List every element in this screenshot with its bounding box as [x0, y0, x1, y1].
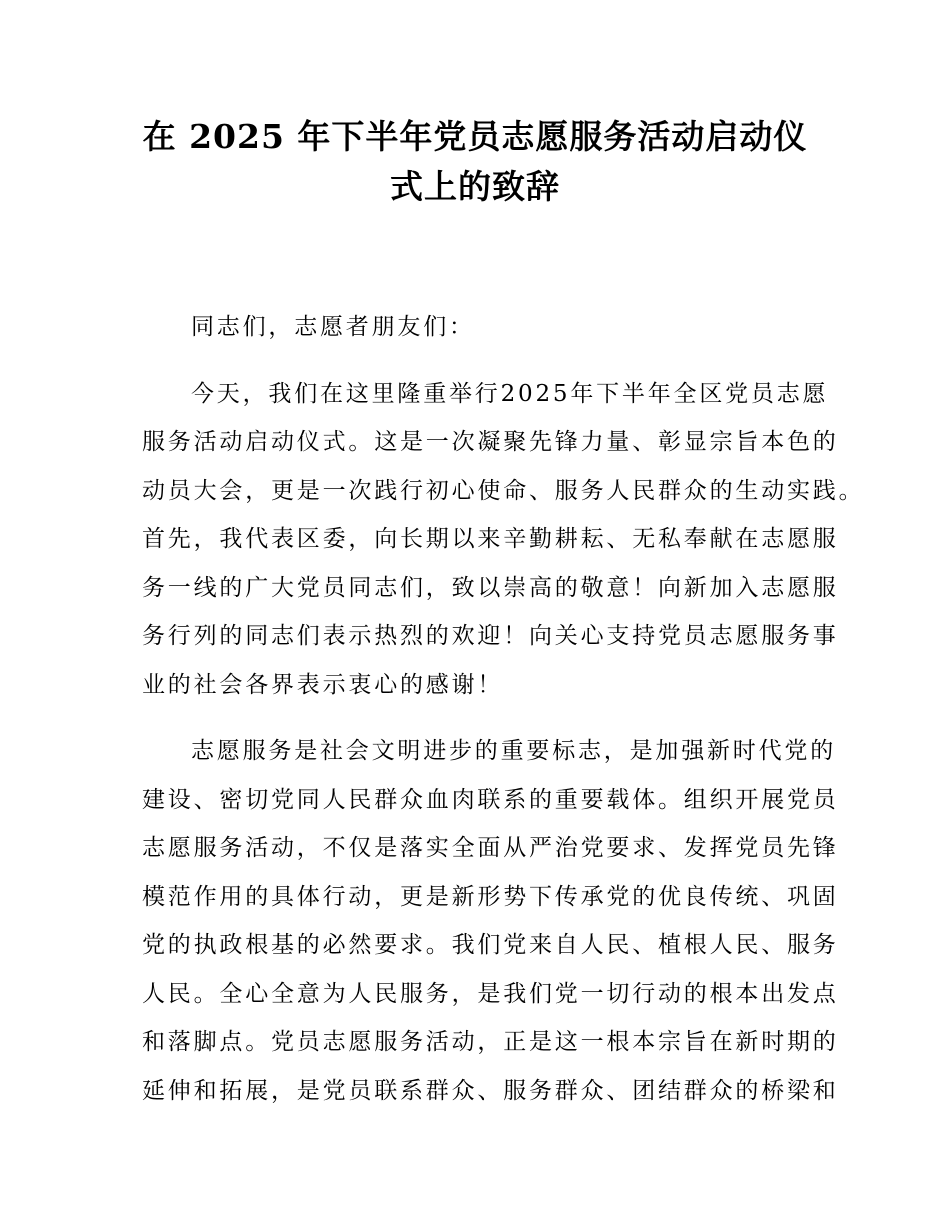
paragraph-line: 务一线的广大党员同志们，致以崇高的敬意！向新加入志愿服 — [142, 574, 839, 601]
paragraph-2 — [142, 727, 839, 1115]
title-line-2: 式上的致辞 — [390, 167, 560, 206]
document-body — [142, 303, 865, 1115]
paragraph-line: 动员大会，更是一次践行初心使命、服务人民群众的生动实践。 — [142, 477, 865, 504]
paragraph-line: 党的执政根基的必然要求。我们党来自人民、植根人民、服务 — [142, 932, 839, 958]
paragraph-line: 服务活动启动仪式。这是一次凝聚先锋力量、彰显宗旨本色的 — [142, 429, 839, 455]
paragraph-line: 务行列的同志们表示热烈的欢迎！向关心支持党员志愿服务事 — [142, 623, 839, 649]
paragraph-line: 建设、密切党同人民群众血肉联系的重要载体。组织开展党员 — [142, 786, 839, 813]
paragraph-line: 首先，我代表区委，向长期以来辛勤耕耘、无私奉献在志愿服 — [142, 526, 839, 552]
title-line-1: 在 2025 年下半年党员志愿服务活动启动仪 — [142, 117, 808, 156]
document-title — [120, 112, 830, 212]
salutation: 同志们，志愿者朋友们： — [191, 314, 475, 340]
paragraph-line: 和落脚点。党员志愿服务活动，正是这一根本宗旨在新时期的 — [142, 1029, 839, 1055]
paragraph-line: 延伸和拓展，是党员联系群众、服务群众、团结群众的桥梁和 — [142, 1077, 839, 1104]
paragraph-line: 志愿服务活动，不仅是落实全面从严治党要求、发挥党员先锋 — [142, 835, 839, 861]
paragraph-line: 模范作用的具体行动，更是新形势下传承党的优良传统、巩固 — [142, 883, 839, 910]
paragraph-line: 人民。全心全意为人民服务，是我们党一切行动的根本出发点 — [142, 980, 839, 1007]
paragraph-line: 志愿服务是社会文明进步的重要标志，是加强新时代党的 — [191, 738, 836, 764]
paragraph-line: 今天，我们在这里隆重举行2025年下半年全区党员志愿 — [191, 380, 829, 407]
paragraph-1 — [142, 370, 865, 710]
paragraph-line: 业的社会各界表示衷心的感谢！ — [142, 671, 504, 698]
